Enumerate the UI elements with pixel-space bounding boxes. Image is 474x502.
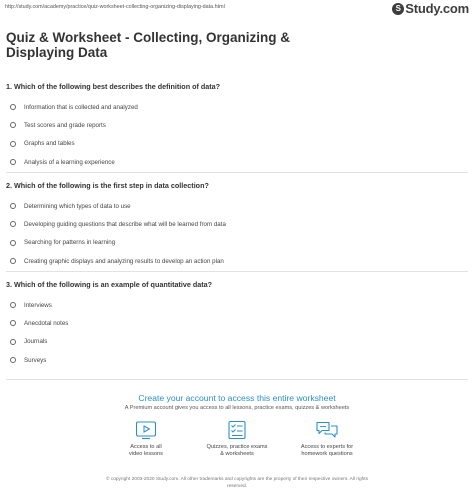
feature-line: video lessons — [129, 451, 163, 458]
answer-label: Anecdotal notes — [24, 319, 69, 327]
answer-option[interactable] — [6, 135, 466, 153]
answer-label: Determining which types of data to use — [24, 202, 131, 210]
answer-option[interactable] — [6, 333, 466, 351]
feature-label — [187, 444, 287, 459]
checklist-icon — [226, 420, 248, 440]
radio-button[interactable] — [10, 339, 16, 345]
video-lesson-icon — [135, 420, 157, 440]
radio-button[interactable] — [10, 159, 16, 165]
answer-option[interactable] — [6, 153, 466, 171]
answer-options — [6, 197, 466, 270]
radio-button[interactable] — [10, 221, 16, 227]
chat-bubbles-icon — [315, 420, 339, 440]
copyright-footer — [0, 476, 474, 490]
radio-button[interactable] — [10, 141, 16, 147]
page-title: Quiz & Worksheet - Collecting, Organizing & Displaying Data — [6, 30, 291, 60]
answer-options — [6, 98, 466, 171]
feature-label — [96, 444, 196, 459]
study-logo-text: Study.com — [405, 1, 469, 16]
create-account-link[interactable]: Create your account to access this entire worksheet — [138, 393, 336, 403]
answer-label: Test scores and grade reports — [24, 121, 106, 129]
divider — [6, 379, 468, 380]
feature-experts — [277, 420, 377, 459]
answer-label: Journals — [24, 338, 48, 346]
study-logo-icon: S — [392, 3, 404, 15]
radio-button[interactable] — [10, 203, 16, 209]
feature-line: Access to experts for — [300, 444, 354, 450]
feature-line: Access to all — [130, 444, 162, 450]
answer-option[interactable] — [6, 116, 466, 134]
feature-label — [277, 444, 377, 459]
question-1 — [6, 82, 466, 171]
answer-option[interactable] — [6, 296, 466, 314]
answer-label: Information that is collected and analyzed — [24, 103, 138, 111]
answer-option[interactable] — [6, 98, 466, 116]
answer-label: Surveys — [24, 356, 47, 364]
answer-label: Interviews — [24, 301, 52, 309]
feature-video-lessons — [96, 420, 196, 459]
divider — [6, 271, 468, 272]
answer-option[interactable] — [6, 197, 466, 215]
question-text: 3. Which of the following is an example of quantitative data? — [6, 280, 213, 289]
radio-button[interactable] — [10, 104, 16, 110]
divider — [6, 172, 468, 173]
top-bar — [0, 0, 474, 14]
footer-line: reserved. — [227, 484, 247, 489]
answer-option[interactable] — [6, 215, 466, 233]
radio-button[interactable] — [10, 357, 16, 363]
radio-button[interactable] — [10, 258, 16, 264]
answer-option[interactable] — [6, 314, 466, 332]
answer-option[interactable] — [6, 252, 466, 270]
feature-line: homework questions — [301, 451, 353, 458]
answer-label: Graphs and tables — [24, 140, 75, 148]
promo-subtitle: A Premium account gives you access to all lessons, practice exams, quizzes & worksheets — [124, 405, 350, 411]
footer-line: © copyright 2003-2020 Study.com. All other trademarks and copyrights are the property of their respective owners. All rights — [105, 477, 369, 482]
answer-option[interactable] — [6, 351, 466, 369]
question-text: 2. Which of the following is the first step in data collection? — [6, 181, 209, 190]
answer-label: Analysis of a learning experience — [24, 158, 115, 166]
answer-label: Creating graphic displays and analyzing results to develop an action plan — [24, 257, 224, 265]
question-text: 1. Which of the following best describes the definition of data? — [6, 82, 221, 91]
question-3 — [6, 280, 466, 369]
answer-option[interactable] — [6, 234, 466, 252]
feature-line: Quizzes, practice exams — [206, 444, 268, 450]
study-logo[interactable] — [392, 1, 469, 16]
feature-line: & worksheets — [220, 451, 254, 458]
answer-options — [6, 296, 466, 369]
answer-label: Searching for patterns in learning — [24, 239, 116, 247]
page-url[interactable]: http://study.com/academy/practice/quiz-worksheet-collecting-organizing-displaying-data.html — [5, 4, 225, 10]
radio-button[interactable] — [10, 122, 16, 128]
radio-button[interactable] — [10, 320, 16, 326]
answer-label: Developing guiding questions that describe what will be learned from data — [24, 220, 226, 228]
radio-button[interactable] — [10, 302, 16, 308]
question-2 — [6, 181, 466, 270]
feature-quizzes — [187, 420, 287, 459]
premium-promo — [0, 393, 474, 411]
radio-button[interactable] — [10, 240, 16, 246]
